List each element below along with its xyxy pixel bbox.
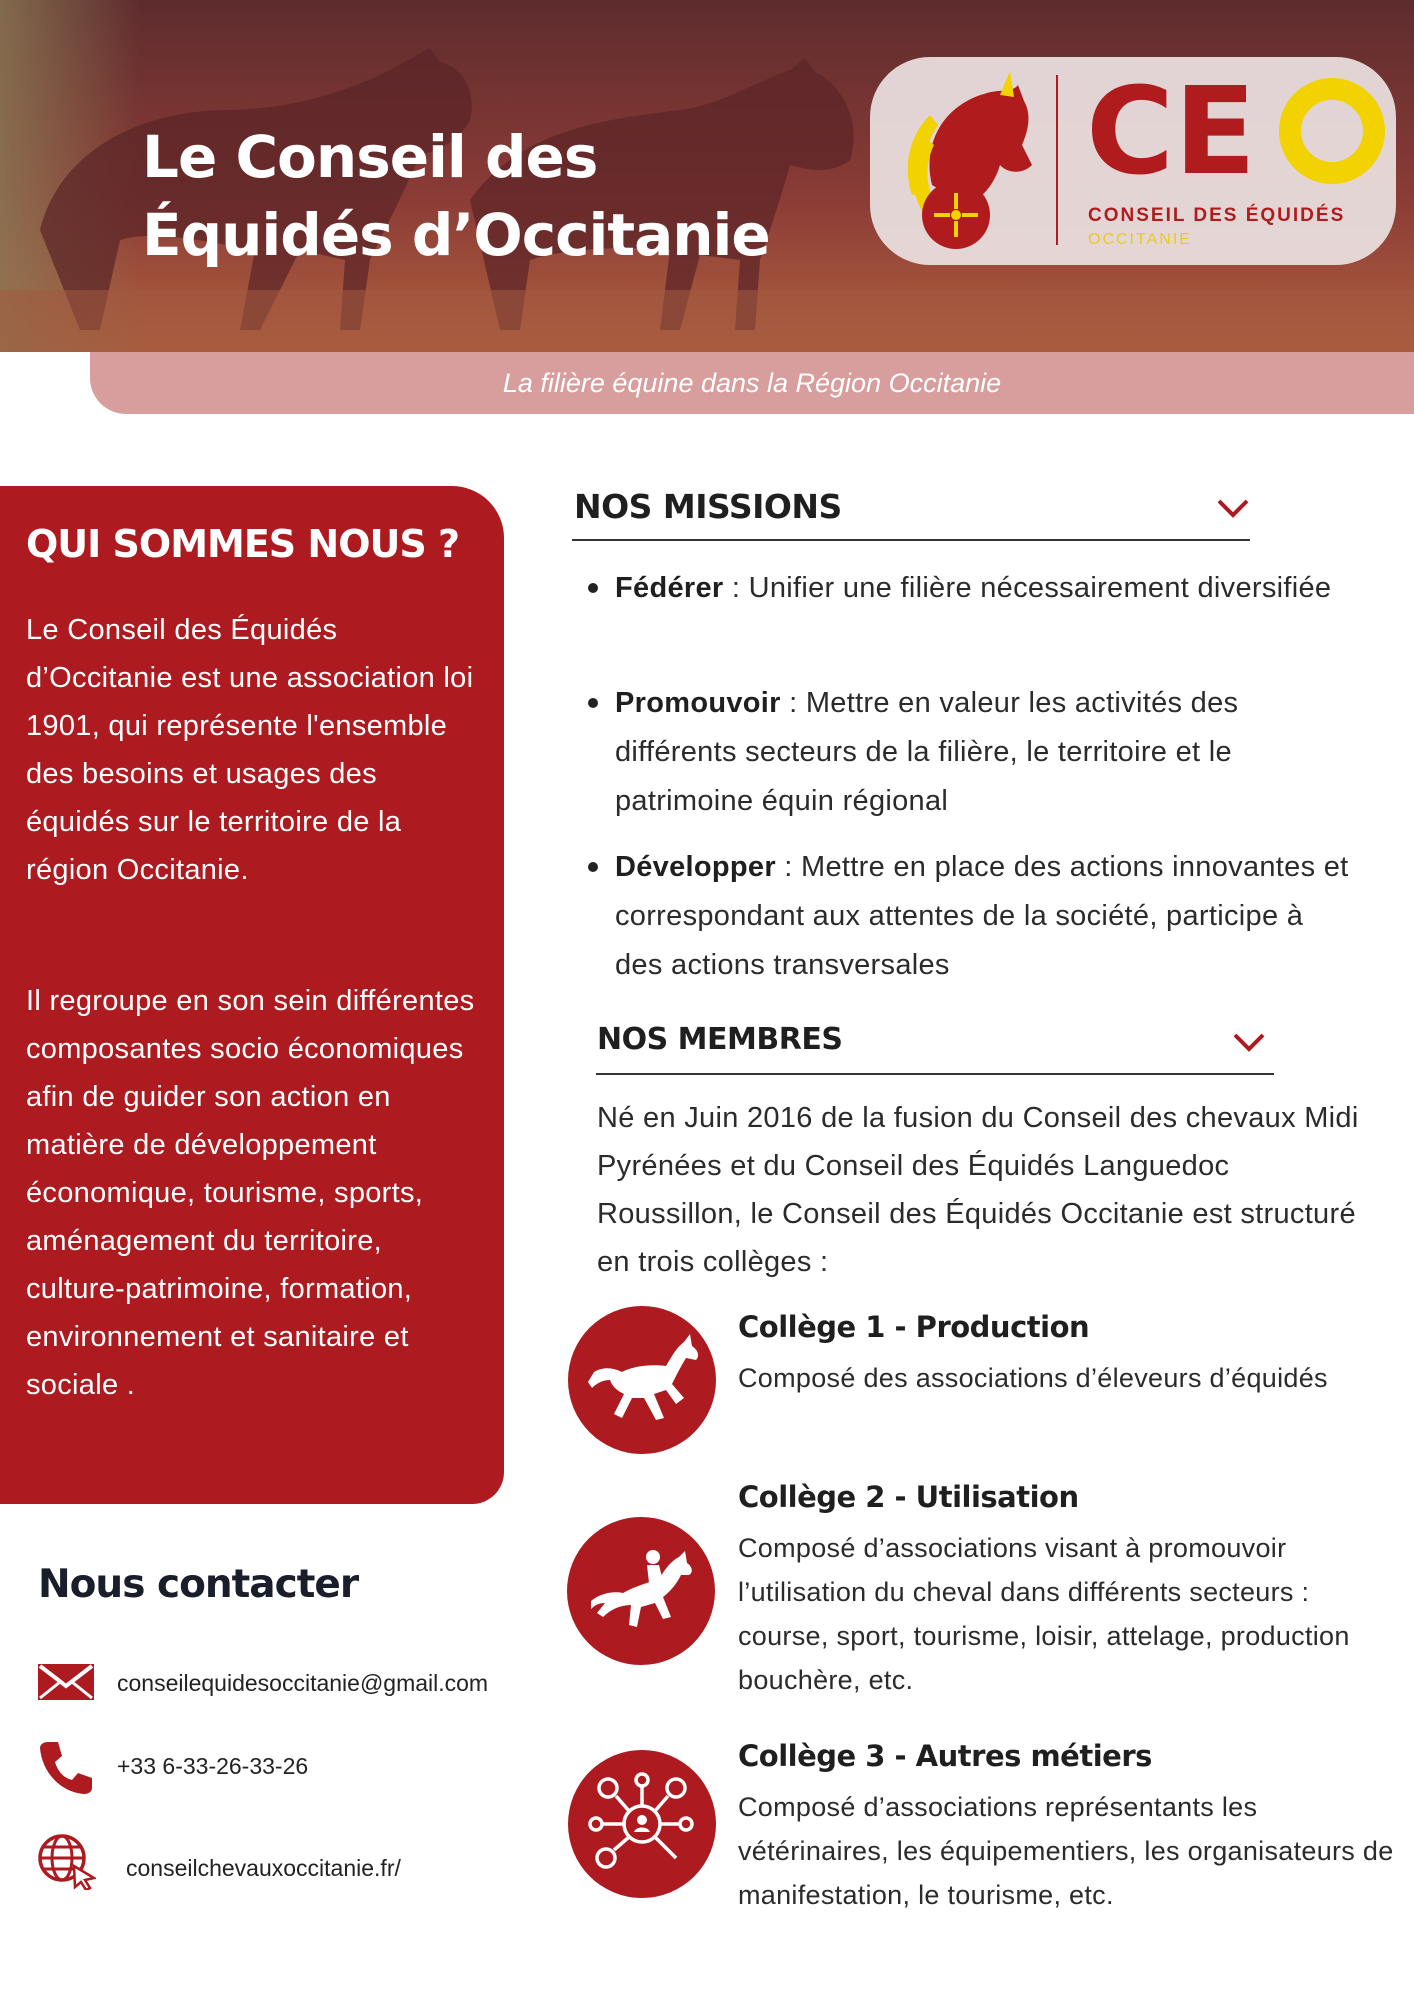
college-3-title: Collège 3 - Autres métiers <box>738 1739 1152 1773</box>
hero-banner <box>0 0 1414 352</box>
phone-icon <box>36 1736 96 1796</box>
college-1-desc: Composé des associations d’éleveurs d’équidés <box>738 1363 1328 1393</box>
college-2-title: Collège 2 - Utilisation <box>738 1480 1079 1514</box>
members-intro: Né en Juin 2016 de la fusion du Conseil des chevaux Midi Pyrénées et du Conseil des Équidés Languedoc Roussillon, le Conseil des Équidés Occitanie est structuré en trois collèges : <box>597 1102 1359 1278</box>
globe-cursor-icon <box>36 1830 96 1890</box>
page-title <box>142 118 842 274</box>
envelope-icon <box>36 1652 96 1712</box>
mission-term: Fédérer <box>615 572 724 604</box>
tagline-ribbon <box>90 352 1414 414</box>
missions-chevron-down-icon[interactable] <box>1216 497 1250 519</box>
bullet <box>588 698 598 708</box>
members-title: NOS MEMBRES <box>597 1022 843 1057</box>
network-search-icon <box>568 1750 716 1898</box>
logo-divider <box>1056 75 1058 245</box>
about-paragraph-1: Le Conseil des Équidés d’Occitanie est une association loi 1901, qui représente l'ensemble des besoins et usages des équidés sur le territoire de la région Occitanie. <box>26 614 474 886</box>
college-2-badge <box>567 1517 715 1665</box>
show-jumping-icon <box>567 1517 715 1665</box>
logo-subtitle-2: OCCITANIE <box>1088 231 1192 248</box>
contact-phone[interactable]: +33 6-33-26-33-26 <box>117 1753 309 1779</box>
members-underline <box>596 1073 1274 1075</box>
bullet <box>588 862 598 872</box>
ceo-letters <box>1086 73 1386 193</box>
tagline: La filière équine dans la Région Occitanie <box>502 368 1002 398</box>
logo-subtitle: CONSEIL DES ÉQUIDÉS <box>1088 205 1346 226</box>
contact-title: Nous contacter <box>38 1562 359 1607</box>
horse-head-emblem-icon <box>882 65 1072 255</box>
members-chevron-down-icon[interactable] <box>1232 1031 1266 1053</box>
mission-term: Développer <box>615 851 776 883</box>
logo-letter-o <box>1290 89 1374 173</box>
mission-term: Promouvoir <box>615 687 781 719</box>
mission-item-federer <box>588 564 1358 613</box>
missions-title: NOS MISSIONS <box>574 487 842 526</box>
college-1-badge <box>568 1306 716 1454</box>
about-paragraph-2: Il regroupe en son sein différentes composantes socio économiques afin de guider son action en matière de développement économique, tourisme, sports, aménagement du territoire, culture-patrimoine, formation, environnement et sanitaire et sociale . <box>26 985 475 1401</box>
contact-website[interactable]: conseilchevauxoccitanie.fr/ <box>126 1855 401 1881</box>
mission-text: : Mettre en place des actions innovantes et correspondant aux attentes de la société, participe à des actions transversales <box>615 851 1349 981</box>
mission-text: : Unifier une filière nécessairement diversifiée <box>723 572 1332 604</box>
bullet <box>588 583 598 593</box>
galloping-horse-icon <box>568 1306 716 1454</box>
college-3-desc: Composé d’associations représentants les vétérinaires, les équipementiers, les organisateurs de manifestation, le tourisme, etc. <box>738 1792 1394 1910</box>
ceo-logo <box>870 57 1396 265</box>
college-1-title: Collège 1 - Production <box>738 1310 1090 1344</box>
logo-letters-ce: CE <box>1086 73 1257 193</box>
college-2-desc: Composé d’associations visant à promouvoir l’utilisation du cheval dans différents secteurs : course, sport, tourisme, loisir, attelage, production bouchère, etc. <box>738 1533 1350 1695</box>
title-line-1: Le Conseil des <box>142 123 598 191</box>
mission-text: : Mettre en valeur les activités des différents secteurs de la filière, le territoire et le patrimoine équin régional <box>615 687 1239 817</box>
contact-email[interactable]: conseilequidesoccitanie@gmail.com <box>117 1670 489 1696</box>
title-line-2: Équidés d’Occitanie <box>142 201 770 269</box>
about-title: QUI SOMMES NOUS ? <box>26 522 459 566</box>
mission-item-developper <box>588 843 1358 990</box>
missions-underline <box>572 539 1250 541</box>
mission-item-promouvoir <box>588 679 1358 826</box>
college-3-badge <box>568 1750 716 1898</box>
about-panel <box>0 486 504 1504</box>
